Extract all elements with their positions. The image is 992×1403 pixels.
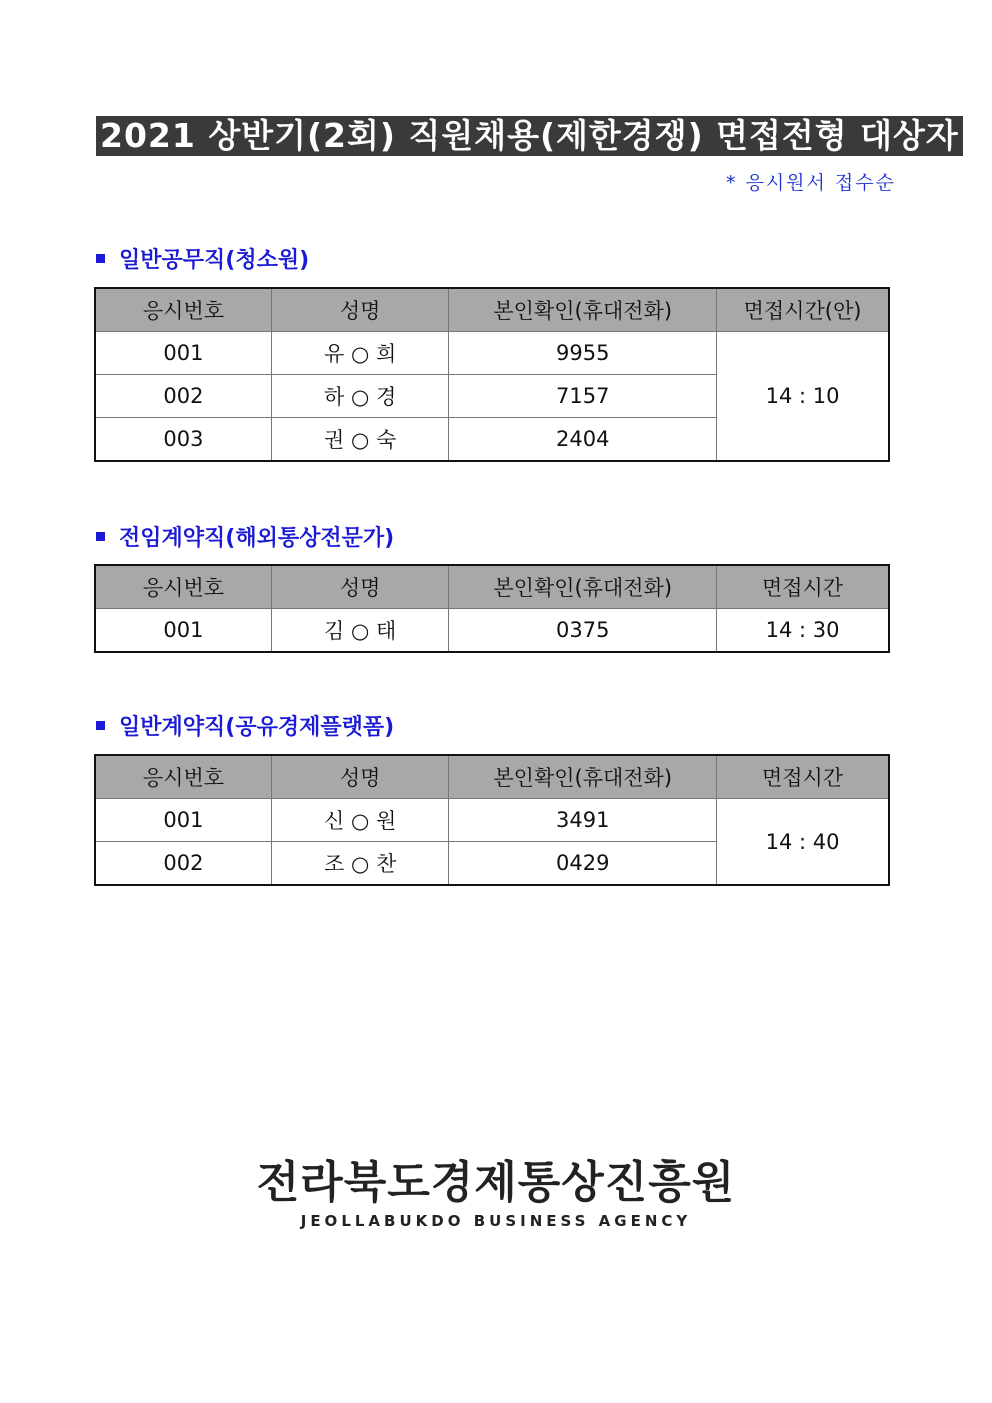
table-header-row [95,565,889,609]
candidate-table-trade-expert [94,564,890,653]
section-heading-trade-expert [96,521,394,552]
interview-time: 14 : 10 [717,332,889,462]
square-bullet-icon [96,721,105,730]
header-name: 성명 [271,565,448,609]
applicant-name: 김 ○ 태 [271,609,448,653]
header-applicant-no: 응시번호 [95,288,271,332]
applicant-phone: 7157 [449,375,717,418]
applicant-phone: 0429 [449,842,717,886]
header-interview-time: 면접시간(안) [717,288,889,332]
candidate-table-cleaning [94,287,890,462]
applicant-name: 권 ○ 숙 [271,418,448,462]
table-header-row [95,288,889,332]
org-name-english: JEOLLABUKDO BUSINESS AGENCY [300,1212,692,1230]
applicant-no: 001 [95,332,271,375]
org-logo [0,1158,992,1230]
page-title: 2021 상반기(2회) 직원채용(제한경쟁) 면접전형 대상자 [96,116,963,156]
header-applicant-no: 응시번호 [95,755,271,799]
order-note: * 응시원서 접수순 [725,172,896,194]
interview-time: 14 : 40 [717,799,889,886]
section-heading-label: 일반공무직(청소원) [119,248,310,273]
interview-time: 14 : 30 [717,609,889,653]
applicant-no: 003 [95,418,271,462]
square-bullet-icon [96,532,105,541]
org-name-korean: 전라북도경제통상진흥원 [256,1157,736,1208]
square-bullet-icon [96,254,105,263]
applicant-name: 신 ○ 원 [271,799,448,842]
table-row [95,332,889,375]
header-interview-time: 면접시간 [717,565,889,609]
header-applicant-no: 응시번호 [95,565,271,609]
applicant-name: 하 ○ 경 [271,375,448,418]
applicant-phone: 3491 [449,799,717,842]
applicant-phone: 2404 [449,418,717,462]
applicant-no: 002 [95,842,271,886]
section-heading-sharing-platform [96,710,394,741]
header-identity-phone: 본인확인(휴대전화) [449,288,717,332]
applicant-phone: 9955 [449,332,717,375]
section-heading-label: 전임계약직(해외통상전문가) [119,526,395,551]
applicant-no: 001 [95,799,271,842]
applicant-name: 조 ○ 찬 [271,842,448,886]
header-name: 성명 [271,288,448,332]
header-identity-phone: 본인확인(휴대전화) [449,755,717,799]
section-heading-label: 일반계약직(공유경제플랫폼) [119,715,395,740]
candidate-table-sharing-platform [94,754,890,886]
applicant-no: 002 [95,375,271,418]
header-name: 성명 [271,755,448,799]
applicant-phone: 0375 [449,609,717,653]
applicant-name: 유 ○ 희 [271,332,448,375]
section-heading-cleaning [96,243,309,274]
header-interview-time: 면접시간 [717,755,889,799]
table-row [95,799,889,842]
table-header-row [95,755,889,799]
header-identity-phone: 본인확인(휴대전화) [449,565,717,609]
applicant-no: 001 [95,609,271,653]
title-wrap [96,116,959,156]
table-row [95,609,889,653]
